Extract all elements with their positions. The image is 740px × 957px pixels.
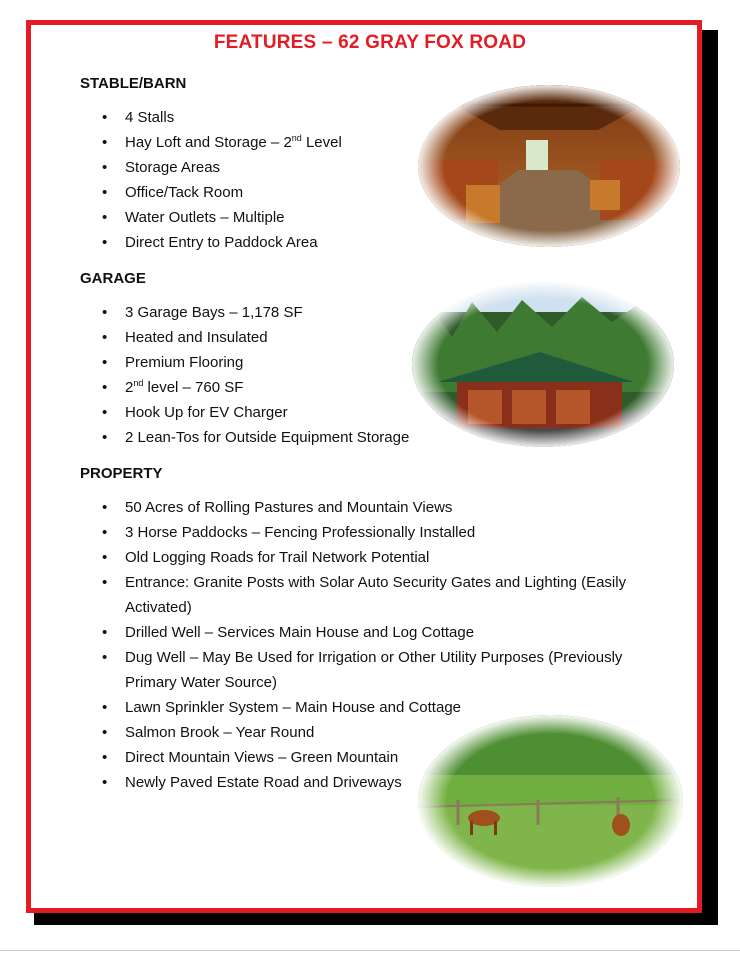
list-item: • Entrance: Granite Posts with Solar Auto Security Gates and Lighting (Easily Activated) [102,570,650,620]
list-item: • 50 Acres of Rolling Pastures and Mountain Views [102,495,662,520]
list-item: • Old Logging Roads for Trail Network Potential [102,545,662,570]
section-heading-property: PROPERTY [80,465,163,482]
list-item: • Salmon Brook – Year Round [102,720,662,745]
garage-photo [412,282,674,447]
list-item: • 2 Lean-Tos for Outside Equipment Storage [102,425,432,450]
list-item: • Direct Entry to Paddock Area [102,230,422,255]
list-item: • 3 Horse Paddocks – Fencing Professionally Installed [102,520,662,545]
list-item: • Dug Well – May Be Used for Irrigation or Other Utility Purposes (Previously Primary Water Source) [102,645,650,695]
barn-interior-photo [418,85,680,247]
superscript: nd [133,378,144,388]
list-item: • 3 Garage Bays – 1,178 SF [102,300,432,325]
list-item-text: level – 760 SF [143,379,244,396]
garage-list [102,300,432,450]
list-item-text: Hay Loft and Storage – 2 [125,134,292,151]
list-item: • 4 Stalls [102,105,422,130]
list-item-text: 2 [125,379,134,396]
divider [0,950,740,951]
list-item-text: Level [301,134,342,151]
list-item: • Lawn Sprinkler System – Main House and Cottage [102,695,662,720]
list-item: • Water Outlets – Multiple [102,205,422,230]
list-item: • Heated and Insulated [102,325,432,350]
superscript: nd [291,133,302,143]
list-item: • Hook Up for EV Charger [102,400,432,425]
list-item: • Newly Paved Estate Road and Driveways [102,770,662,795]
list-item: • Office/Tack Room [102,180,422,205]
list-item [102,130,422,155]
stable-barn-list [102,105,422,255]
pasture-horses-photo [418,715,683,887]
list-item: • Premium Flooring [102,350,432,375]
list-item [102,375,432,400]
list-item: • Storage Areas [102,155,422,180]
section-heading-garage: GARAGE [80,270,146,287]
list-item: • Drilled Well – Services Main House and Log Cottage [102,620,662,645]
list-item: • Direct Mountain Views – Green Mountain [102,745,662,770]
page-title: FEATURES – 62 GRAY FOX ROAD [213,32,527,53]
section-heading-stable-barn: STABLE/BARN [80,75,187,92]
